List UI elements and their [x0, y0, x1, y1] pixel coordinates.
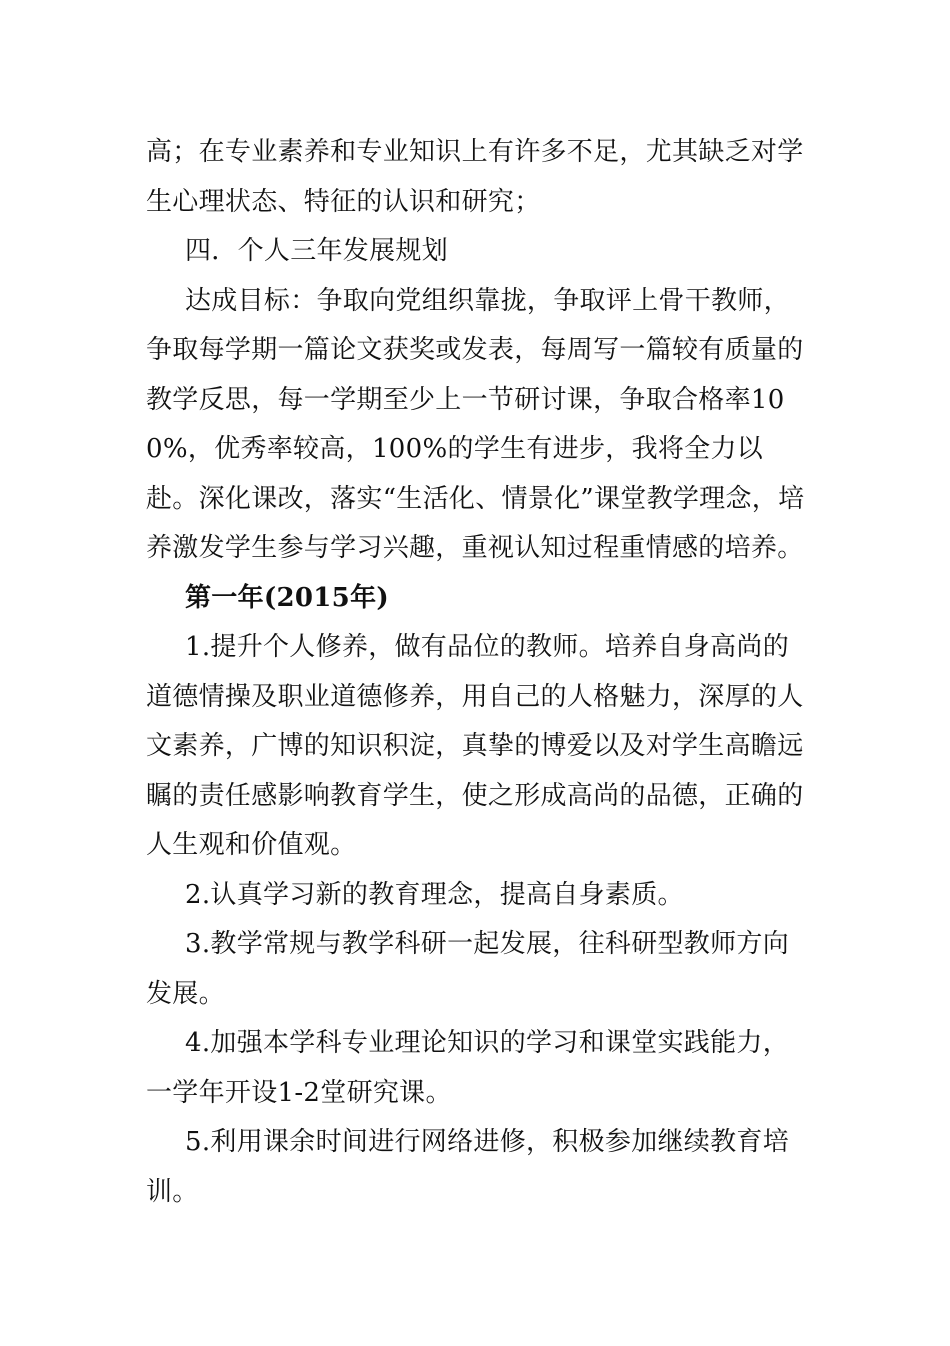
- list-item-4: 4.加强本学科专业理论知识的学习和课堂实践能力，一学年开设1-2堂研究课。: [146, 1028, 790, 1108]
- paragraph-goals: 达成目标：争取向党组织靠拢，争取评上骨干教师，争取每学期一篇论文获奖或发表，每周写一篇较有质量的教学反思，每一学期至少上一节研讨课，争取合格率100%，优秀率较高，100%的学生有进步，我将全力以赴。深化课改，落实“生活化、情景化”课堂教学理念，培养激发学生参与学习兴趣，重视认知过程重情感的培养。: [146, 285, 805, 563]
- list-item-2: 2.认真学习新的教育理念，提高自身素质。: [185, 879, 684, 910]
- list-item-1: 1.提升个人修养，做有品位的教师。培养自身高尚的道德情操及职业道德修养，用自己的人格魅力，深厚的人文素养，广博的知识积淀，真挚的博爱以及对学生高瞻远瞩的责任感影响教育学生，使之形成高尚的品德，正确的人生观和价值观。: [146, 632, 804, 860]
- list-item-3: 3.教学常规与教学科研一起发展，往科研型教师方向发展。: [146, 929, 790, 1009]
- document-body: [146, 128, 806, 1217]
- paragraph-continuation: 高；在专业素养和专业知识上有许多不足，尤其缺乏对学生心理状态、特征的认识和研究；: [146, 137, 804, 217]
- section-heading-development-plan: 四．个人三年发展规划: [185, 236, 449, 266]
- list-item-5: 5.利用课余时间进行网络进修，积极参加继续教育培训。: [146, 1127, 790, 1207]
- subheading-first-year: 第一年(2015年): [185, 582, 389, 613]
